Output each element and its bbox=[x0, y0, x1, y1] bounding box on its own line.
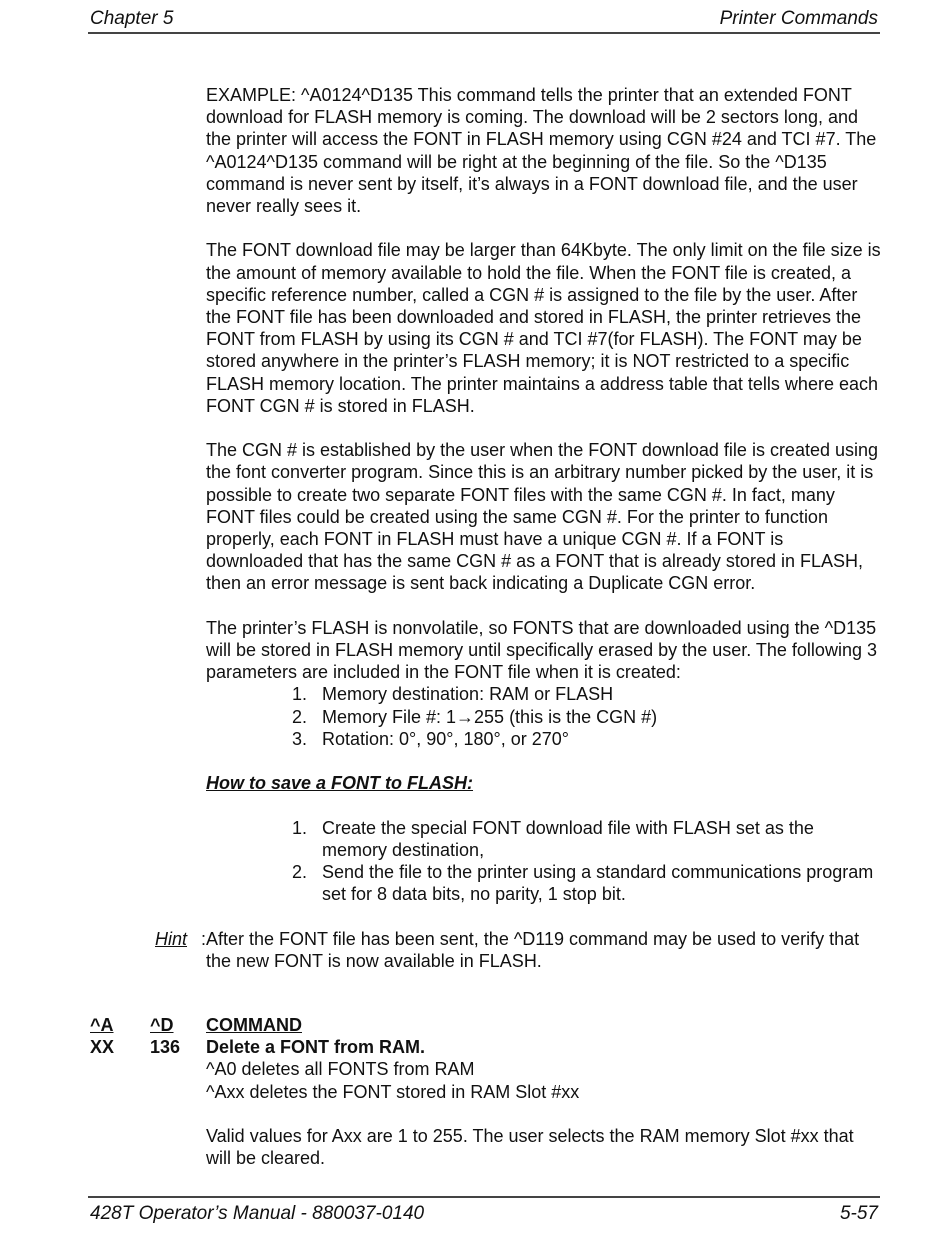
command-description bbox=[206, 1058, 882, 1169]
cgn-paragraph: The CGN # is established by the user when the FONT download file is created using the font converter program. Since this is an arbitrary number picked by the user, it is possible to create two separate FONT files with the same CGN #. In fact, many FONT files could be created using the same CGN #. For the printer to function properly, each FONT in FLASH must have a unique CGN #. If a FONT is downloaded that has the same CGN # as a FONT that is already stored in FLASH, then an error message is sent back indicating a Duplicate CGN error. bbox=[206, 440, 879, 594]
page-header bbox=[88, 6, 880, 34]
file-size-paragraph: The FONT download file may be larger than 64Kbyte. The only limit on the file size is the amount of memory available to hold the file. When the FONT file is created, a specific reference number, called a CGN # is assigned to the file by the user. After the FONT file has been downloaded and stored in FLASH, the printer retrieves the FONT from FLASH by using its CGN # and TCI #7(for FLASH). The FONT may be stored anywhere in the printer’s FLASH memory; it is NOT restricted to a specific FLASH memory location. The printer maintains a address table that tells where each FONT CGN # is stored in FLASH. bbox=[206, 240, 881, 416]
list-item: 1. Memory destination: RAM or FLASH bbox=[292, 684, 614, 705]
main-content bbox=[155, 84, 882, 972]
chapter-label: Chapter 5 bbox=[90, 8, 174, 29]
command-table bbox=[90, 1014, 882, 1169]
col-command-header: COMMAND bbox=[206, 1015, 302, 1035]
list-item: 3. Rotation: 0°, 90°, 180°, or 270° bbox=[292, 728, 569, 749]
list-item: 2. Memory File #: 1→255 (this is the CGN #) bbox=[292, 706, 658, 727]
manual-title: 428T Operator’s Manual - 880037-0140 bbox=[90, 1203, 425, 1224]
page-footer bbox=[88, 1196, 880, 1228]
col-a-header: ^A bbox=[90, 1015, 114, 1035]
command-header-row bbox=[90, 1014, 882, 1036]
command-a-value: XX bbox=[90, 1037, 115, 1058]
command-title: Delete a FONT from RAM. bbox=[206, 1037, 426, 1058]
save-font-heading: How to save a FONT to FLASH: bbox=[206, 773, 474, 794]
parameter-list bbox=[206, 683, 882, 750]
example-paragraph: EXAMPLE: ^A0124^D135 This command tells the printer that an extended FONT download for FLASH memory is coming. The download will be 2 sectors long, and the printer will access the FONT in FLASH memory using CGN #24 and TCI #7. The ^A0124^D135 command will be right at the beginning of the file. So the ^D135 command is never sent by itself, it’s always in a FONT download file, and the user never really sees it. bbox=[206, 85, 877, 217]
nonvolatile-paragraph: The printer’s FLASH is nonvolatile, so FONTS that are downloaded using the ^D135 will be stored in FLASH memory until specifically erased by the user. The following 3 parameters are included in the FONT file when it is created: bbox=[206, 617, 877, 683]
command-line-2: ^Axx deletes the FONT stored in RAM Slot #xx bbox=[206, 1081, 580, 1102]
valid-values-text: Valid values for Axx are 1 to 255. The user selects the RAM memory Slot #xx that will be cleared. bbox=[206, 1125, 854, 1169]
hint-label: Hint bbox=[155, 928, 188, 949]
command-row bbox=[90, 1036, 882, 1058]
command-line-1: ^A0 deletes all FONTS from RAM bbox=[206, 1059, 475, 1080]
col-d-header: ^D bbox=[150, 1015, 174, 1035]
hint-note bbox=[155, 928, 882, 972]
hint-text: After the FONT file has been sent, the ^D119 command may be used to verify that the new FONT is now available in FLASH. bbox=[206, 928, 860, 971]
list-item: 2. Send the file to the printer using a standard communications program set for 8 data bits, no parity, 1 stop bit. bbox=[292, 862, 874, 905]
section-title: Printer Commands bbox=[719, 8, 878, 29]
list-item: 1. Create the special FONT download file with FLASH set as the memory destination, bbox=[292, 817, 814, 860]
save-steps-list bbox=[206, 817, 882, 906]
hint-colon: : bbox=[201, 928, 207, 949]
page-number: 5-57 bbox=[839, 1203, 878, 1224]
command-d-value: 136 bbox=[150, 1037, 181, 1058]
